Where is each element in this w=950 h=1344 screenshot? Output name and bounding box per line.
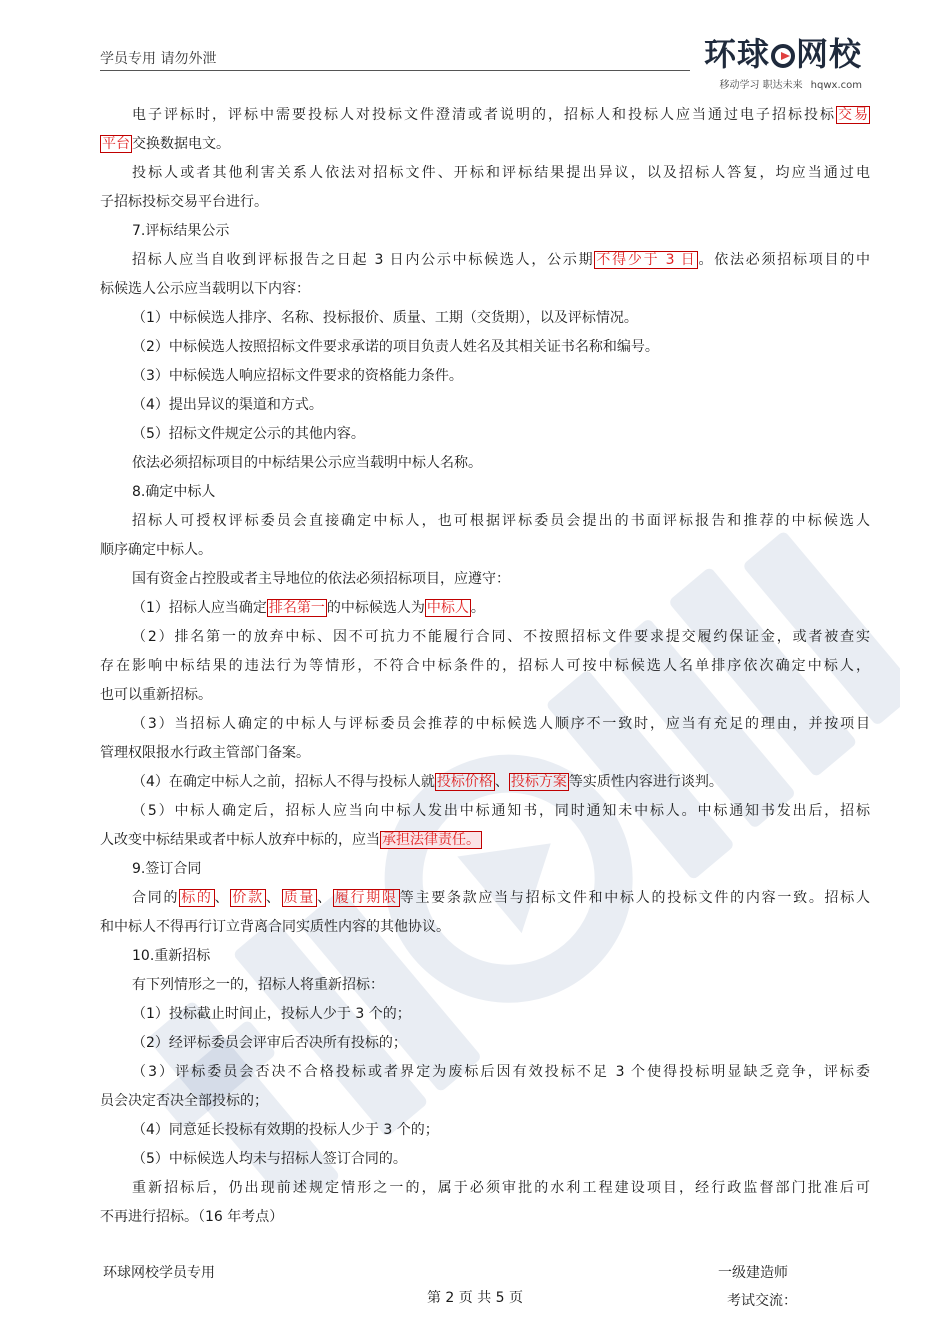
highlight-term: 投标价格 bbox=[436, 774, 493, 790]
paragraph-line: 也可以重新招标。 bbox=[100, 687, 212, 703]
list-item: （3）当招标人确定的中标人与评标委员会推荐的中标候选人顺序不一致时，应当有充足的理由，并按项目 bbox=[132, 716, 870, 732]
list-item: （1）投标截止时间止，投标人少于 3 个的； bbox=[132, 1006, 411, 1022]
play-circle-icon bbox=[771, 44, 795, 68]
paragraph-line: 国有资金占控股或者主导地位的依法必须招标项目，应遵守： bbox=[132, 571, 510, 587]
paragraph-line: 子招标投标交易平台进行。 bbox=[100, 194, 268, 210]
highlight-term: 中标人 bbox=[426, 600, 469, 616]
section-heading: 8.确定中标人 bbox=[132, 484, 216, 500]
highlight-term: 不得少于 3 日 bbox=[596, 252, 697, 268]
highlight-term: 履行期限 bbox=[334, 890, 398, 906]
header-rule bbox=[100, 70, 690, 71]
paragraph-line: 平台 交换数据电文。 bbox=[102, 136, 230, 152]
paragraph-line: 重新招标后，仍出现前述规定情形之一的，属于必须审批的水利工程建设项目，经行政监督部门批准后可 bbox=[132, 1180, 870, 1196]
paragraph-line: 不再进行招标。（16 年考点） bbox=[100, 1209, 284, 1225]
footer-exchange-label: 考试交流： bbox=[727, 1293, 797, 1309]
list-item: （4）同意延长投标有效期的投标人少于 3 个的； bbox=[132, 1122, 439, 1138]
section-heading: 10.重新招标 bbox=[132, 948, 211, 964]
highlight-term: 承担法律责任。 bbox=[382, 832, 480, 848]
list-item: （5）中标人确定后，招标人应当向中标人发出中标通知书，同时通知未中标人。中标通知书发出后，招标 bbox=[132, 803, 870, 819]
list-item: （2）排名第一的放弃中标、因不可抗力不能履行合同、不按照招标文件要求提交履约保证金，或者被查实 bbox=[132, 629, 870, 645]
paragraph-line: 和中标人不得再行订立背离合同实质性内容的其他协议。 bbox=[100, 919, 450, 935]
logo-wordmark: 环球 网校 bbox=[703, 35, 862, 73]
paragraph-line: 管理权限报水行政主管部门备案。 bbox=[100, 745, 310, 761]
paragraph-line: 招标人应当自收到评标报告之日起 3 日内公示中标候选人，公示期 不得少于 3 日 。依法必须招标项目的中 bbox=[132, 252, 870, 268]
paragraph-line: 招标人可授权评标委员会直接确定中标人，也可根据评标委员会提出的书面评标报告和推荐的中标候选人 bbox=[132, 513, 870, 529]
brand-logo bbox=[690, 36, 870, 92]
highlight-term: 标的 bbox=[181, 890, 213, 906]
section-heading: 7.评标结果公示 bbox=[132, 223, 230, 239]
highlight-term: 价款 bbox=[232, 890, 264, 906]
paragraph-line: 存在影响中标结果的违法行为等情形，不符合中标条件的，招标人可按中标候选人名单排序依次确定中标人， bbox=[100, 658, 870, 674]
list-item: （4）在确定中标人之前，招标人不得与投标人就 投标价格 、 投标方案 等实质性内容进行谈判。 bbox=[132, 774, 723, 790]
highlight-term: 投标方案 bbox=[510, 774, 567, 790]
list-item: （1）招标人应当确定 排名第一 的中标候选人为 中标人 。 bbox=[132, 600, 485, 616]
paragraph-line: 电子评标时，评标中需要投标人对投标文件澄清或者说明的，招标人和投标人应当通过电子招标投标 交易 bbox=[132, 107, 868, 123]
paragraph-line: 依法必须招标项目的中标结果公示应当载明中标人名称。 bbox=[132, 455, 482, 471]
list-item: （5）招标文件规定公示的其他内容。 bbox=[132, 426, 365, 442]
paragraph-line: 合同的 标的 、 价款 、 质量 、 履行期限 等主要条款应当与招标文件和中标人的投标文件的内容一致。招标人 bbox=[132, 890, 871, 906]
paragraph-line: 顺序确定中标人。 bbox=[100, 542, 212, 558]
highlight-term: 平台 bbox=[102, 136, 130, 152]
paragraph-line: 员会决定否决全部投标的； bbox=[100, 1093, 268, 1109]
header-confidential-label: 学员专用 请勿外泄 bbox=[100, 51, 217, 67]
highlight-term: 质量 bbox=[283, 890, 316, 906]
list-item: （4）提出异议的渠道和方式。 bbox=[132, 397, 323, 413]
list-item: （2）中标候选人按照招标文件要求承诺的项目负责人姓名及其相关证书名称和编号。 bbox=[132, 339, 659, 355]
list-item: （3）评标委员会否决不合格投标或者界定为废标后因有效投标不足 3 个使得投标明显缺乏竞争，评标委 bbox=[132, 1064, 870, 1080]
paragraph-line: 人改变中标结果或者中标人放弃中标的，应当 承担法律责任。 bbox=[100, 832, 480, 848]
paragraph-line: 标候选人公示应当载明以下内容： bbox=[100, 281, 310, 297]
logo-slogan: 移动学习 职达未来 hqwx.com bbox=[719, 80, 862, 91]
page-number: 第 2 页 共 5 页 bbox=[426, 1290, 524, 1306]
footer-brand-label: 环球网校学员专用 bbox=[103, 1265, 215, 1281]
list-item: （5）中标候选人均未与招标人签订合同的。 bbox=[132, 1151, 407, 1167]
list-item: （3）中标候选人响应招标文件要求的资格能力条件。 bbox=[132, 368, 463, 384]
list-item: （2）经评标委员会评审后否决所有投标的； bbox=[132, 1035, 407, 1051]
page-header bbox=[100, 36, 870, 92]
footer-exam-label: 一级建造师 bbox=[718, 1265, 788, 1281]
document-body bbox=[100, 101, 870, 1232]
paragraph-line: 投标人或者其他利害关系人依法对招标文件、开标和评标结果提出异议，以及招标人答复，均应当通过电 bbox=[132, 165, 870, 181]
section-heading: 9.签订合同 bbox=[132, 861, 202, 877]
highlight-term: 排名第一 bbox=[268, 600, 325, 616]
list-item: （1）中标候选人排序、名称、投标报价、质量、工期（交货期），以及评标情况。 bbox=[132, 310, 638, 326]
paragraph-line: 有下列情形之一的，招标人将重新招标： bbox=[132, 977, 384, 993]
highlight-term: 交易 bbox=[838, 107, 868, 123]
